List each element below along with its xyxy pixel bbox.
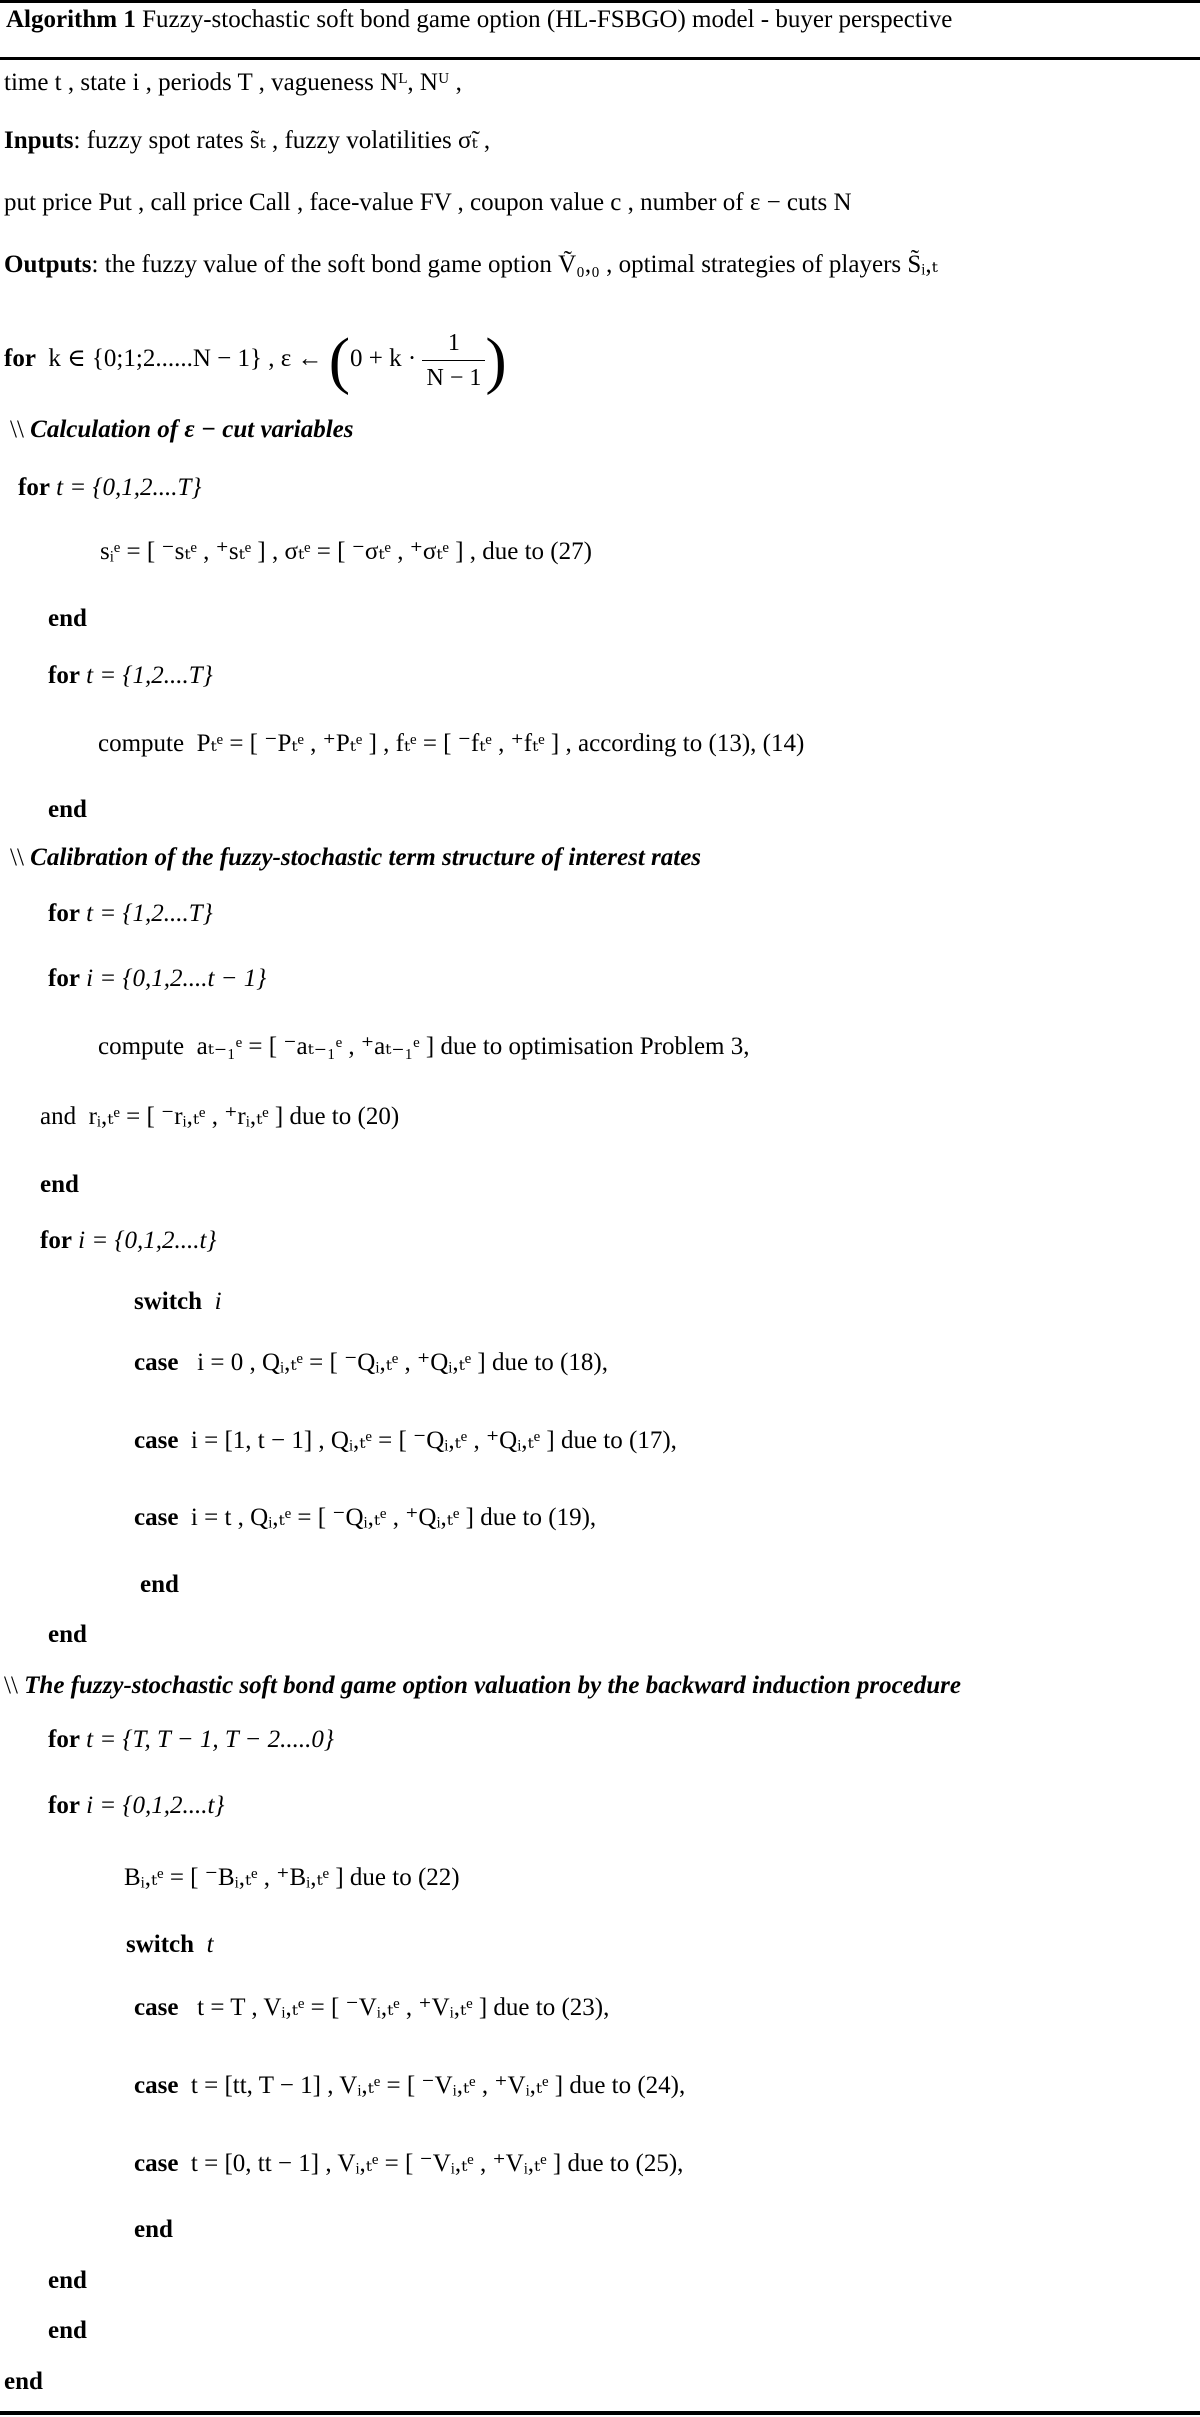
end-keyword: end: [134, 2216, 173, 2243]
inputs-line: [4, 124, 490, 158]
end-keyword: end: [140, 1571, 179, 1598]
outer-loop-k: k ∈ {0;1;2......N − 1} , ε ←: [48, 345, 323, 373]
case-t-T: [134, 1991, 609, 2025]
case-i-1: [134, 1424, 677, 1458]
end-keyword: end: [48, 1621, 87, 1648]
inputs-text: : fuzzy spot rates s̃ₜ , fuzzy volatilities σ̃ₜ ,: [73, 127, 491, 154]
and-word: and: [40, 1103, 77, 1130]
compute-word: compute: [98, 1033, 185, 1060]
end-keyword: end: [48, 605, 87, 632]
switch-keyword: switch: [126, 1931, 195, 1958]
open-paren: (: [328, 324, 351, 396]
algorithm-caption: [6, 6, 952, 34]
loop-range: t = {1,2....T}: [86, 900, 213, 927]
case-i-0: [134, 1346, 608, 1380]
comment-marker: \\: [10, 416, 31, 443]
inputs-label: Inputs: [4, 127, 74, 154]
header-rule: [0, 57, 1200, 60]
fraction: [422, 326, 485, 395]
case-keyword: case: [134, 2072, 179, 2099]
case-body: i = t , Qᵢ,ₜᵉ = [ ⁻Qᵢ,ₜᵉ , ⁺Qᵢ,ₜᵉ ] due to (19),: [190, 1504, 597, 1531]
switch-var: i: [214, 1288, 222, 1315]
preamble-line-3: put price Put , call price Call , face-value FV , coupon value c , number of ε − cuts N: [4, 189, 852, 216]
end-keyword: end: [48, 2267, 87, 2294]
case-keyword: case: [134, 1349, 179, 1376]
case-body: i = [1, t − 1] , Qᵢ,ₜᵉ = [ ⁻Qᵢ,ₜᵉ , ⁺Qᵢ,ₜᵉ ] due to (17),: [190, 1427, 677, 1454]
and-r: [40, 1100, 399, 1134]
loop-range: i = {0,1,2....t}: [86, 1792, 225, 1819]
compute-word: compute: [98, 730, 185, 757]
case-body: i = 0 , Qᵢ,ₜᵉ = [ ⁻Qᵢ,ₜᵉ , ⁺Qᵢ,ₜᵉ ] due to (18),: [197, 1349, 608, 1376]
for-i-0-t: [40, 1224, 216, 1258]
case-keyword: case: [134, 1504, 179, 1531]
comment-valuation: [4, 1669, 961, 1703]
eq-r: rᵢ,ₜᵉ = [ ⁻rᵢ,ₜᵉ , ⁺rᵢ,ₜᵉ ] due to (20): [88, 1103, 400, 1130]
case-body: t = [tt, T − 1] , Vᵢ,ₜᵉ = [ ⁻Vᵢ,ₜᵉ , ⁺Vᵢ,ₜᵉ ] due to (24),: [190, 2072, 686, 2099]
switch-var: t: [206, 1931, 214, 1958]
case-keyword: case: [134, 2150, 179, 2177]
case-body: t = [0, tt − 1] , Vᵢ,ₜᵉ = [ ⁻Vᵢ,ₜᵉ , ⁺Vᵢ,ₜᵉ ] due to (25),: [190, 2150, 684, 2177]
eq-P-f: Pₜᵉ = [ ⁻Pₜᵉ , ⁺Pₜᵉ ] , fₜᵉ = [ ⁻fₜᵉ , ⁺fₜᵉ ] , according to (13), (14): [196, 730, 805, 757]
for-keyword: for: [48, 662, 80, 689]
case-body: t = T , Vᵢ,ₜᵉ = [ ⁻Vᵢ,ₜᵉ , ⁺Vᵢ,ₜᵉ ] due to (23),: [197, 1994, 610, 2021]
end-keyword: end: [40, 1171, 79, 1198]
for-i-0-t: [48, 1789, 224, 1823]
close-paren: ): [485, 324, 507, 396]
case-keyword: case: [134, 1994, 179, 2021]
fraction-numerator: 1: [422, 326, 485, 361]
outputs-text: : the fuzzy value of the soft bond game option Ṽ₀,₀ , optimal strategies of players S̃ᵢ,ₜ: [91, 251, 938, 278]
comment-marker: \\: [10, 844, 31, 871]
for-keyword: for: [48, 965, 80, 992]
end-keyword: end: [48, 2317, 87, 2344]
case-t-tt-T: [134, 2069, 685, 2103]
compute-P-f: [98, 727, 804, 761]
outputs-label: Outputs: [4, 251, 92, 278]
for-keyword: for: [48, 1726, 80, 1753]
compute-a: [98, 1030, 750, 1064]
loop-range: i = {0,1,2....t}: [78, 1227, 217, 1254]
switch-keyword: switch: [134, 1288, 203, 1315]
comment-calibration: [10, 841, 701, 875]
case-i-t: [134, 1501, 596, 1535]
comment-text: Calculation of ε − cut variables: [30, 416, 354, 443]
for-t-1-T: [48, 897, 213, 931]
case-keyword: case: [134, 1427, 179, 1454]
outer-eps-expr: 0 + k ·: [350, 345, 417, 373]
fraction-denominator: N − 1: [426, 365, 482, 391]
end-keyword: end: [4, 2368, 43, 2395]
comment-marker: \\: [4, 1672, 25, 1699]
eq-spot-volatility: sᵢᵉ = [ ⁻sₜᵉ , ⁺sₜᵉ ] , σₜᵉ = [ ⁻σₜᵉ , ⁺σₜᵉ ] , due to (27): [100, 538, 592, 565]
case-t-0-tt: [134, 2147, 683, 2181]
switch-t: [126, 1928, 214, 1962]
loop-range: i = {0,1,2....t − 1}: [86, 965, 267, 992]
for-t-1-T: [48, 659, 213, 693]
algorithm-label: Algorithm 1: [6, 6, 136, 33]
for-i-0-tm1: [48, 962, 266, 996]
switch-i: [134, 1285, 222, 1319]
algorithm-title: Fuzzy-stochastic soft bond game option (HL-FSBGO) model - buyer perspective: [142, 6, 953, 33]
end-keyword: end: [48, 796, 87, 823]
for-keyword: for: [40, 1227, 72, 1254]
for-t-backward: [48, 1723, 334, 1757]
eq-a: aₜ₋₁ᵉ = [ ⁻aₜ₋₁ᵉ , ⁺aₜ₋₁ᵉ ] due to optimisation Problem 3,: [196, 1033, 750, 1060]
loop-range: t = {0,1,2....T}: [56, 474, 202, 501]
preamble-line-1: time t , state i , periods T , vagueness Nᴸ, Nᵁ ,: [4, 69, 462, 96]
for-keyword: for: [18, 474, 50, 501]
comment-text: The fuzzy-stochastic soft bond game option valuation by the backward induction procedure: [24, 1672, 961, 1699]
for-keyword: for: [4, 345, 36, 373]
loop-range: t = {T, T − 1, T − 2.....0}: [86, 1726, 334, 1753]
eq-B: Bᵢ,ₜᵉ = [ ⁻Bᵢ,ₜᵉ , ⁺Bᵢ,ₜᵉ ] due to (22): [124, 1864, 460, 1891]
for-keyword: for: [48, 900, 80, 927]
comment-text: Calibration of the fuzzy-stochastic term structure of interest rates: [30, 844, 702, 871]
for-t-0-T: [18, 471, 201, 505]
top-rule: [0, 0, 1200, 3]
bottom-rule: [0, 2411, 1200, 2415]
loop-range: t = {1,2....T}: [86, 662, 213, 689]
for-keyword: for: [48, 1792, 80, 1819]
outer-for-loop: [4, 326, 507, 395]
comment-calculation: [10, 413, 353, 447]
outputs-line: [4, 248, 938, 282]
